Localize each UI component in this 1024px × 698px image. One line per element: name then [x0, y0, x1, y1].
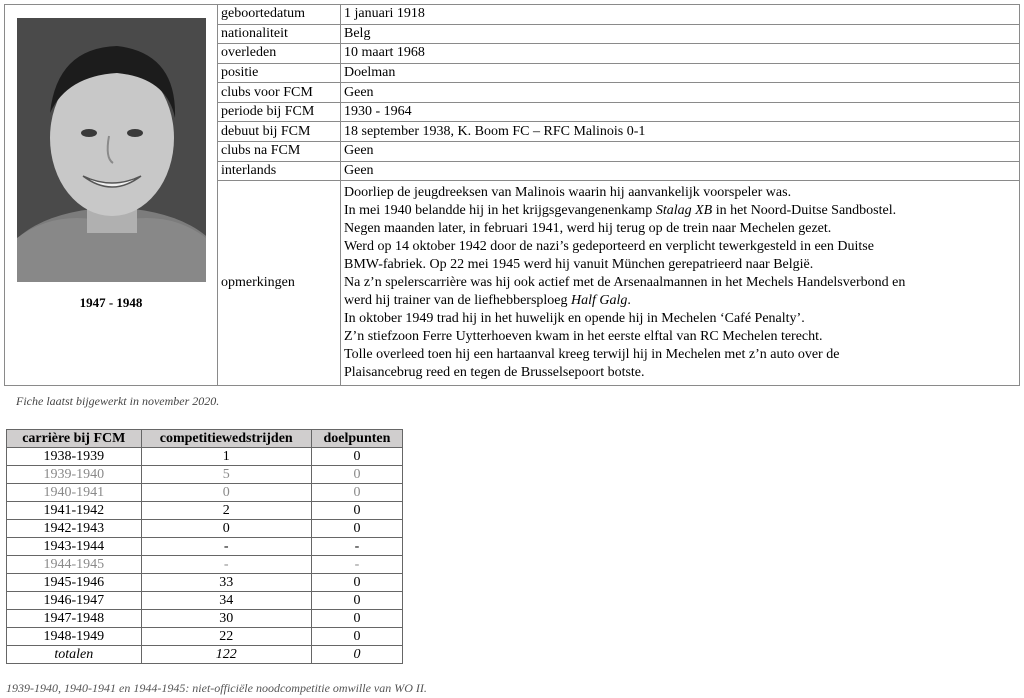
value-nationality: Belg: [341, 24, 1020, 44]
remark-line: Werd op 14 oktober 1942 door de nazi’s gedeporteerd en verplicht tewerkgesteld in een Duitse: [344, 239, 874, 255]
table-row: [7, 520, 403, 538]
value-remarks: [341, 181, 1020, 386]
cell-goals: -: [311, 538, 402, 556]
value-period: 1930 - 1964: [341, 102, 1020, 122]
value-caps: Geen: [341, 161, 1020, 181]
remark-text: werd hij trainer van de liefhebbersploeg: [344, 293, 572, 309]
table-row: [7, 484, 403, 502]
table-row: [7, 556, 403, 574]
table-row: [7, 610, 403, 628]
label-clubs-after: clubs na FCM: [218, 141, 341, 161]
cell-season: 1945-1946: [7, 574, 142, 592]
cell-goals: 0: [311, 466, 402, 484]
remark-line: BMW-fabriek. Op 22 mei 1945 werd hij vanuit München gerepatrieerd naar België.: [344, 257, 814, 273]
cell-season: 1946-1947: [7, 592, 142, 610]
cell-season: 1942-1943: [7, 520, 142, 538]
label-debut: debuut bij FCM: [218, 122, 341, 142]
remark-line: Tolle overleed toen hij een hartaanval kreeg terwijl hij in Mechelen met z’n auto over de: [344, 347, 840, 363]
value-debut: 18 september 1938, K. Boom FC – RFC Malinois 0-1: [341, 122, 1020, 142]
cell-season: 1940-1941: [7, 484, 142, 502]
cell-matches: 34: [141, 592, 311, 610]
cell-season: 1939-1940: [7, 466, 142, 484]
remark-line: [344, 202, 1016, 220]
update-note: Fiche laatst bijgewerkt in november 2020.: [16, 394, 220, 408]
remark-italic: Half Galg: [571, 293, 628, 309]
total-matches: 122: [141, 646, 311, 664]
remark-italic: Stalag XB: [655, 203, 713, 219]
cell-matches: 0: [141, 484, 311, 502]
cell-season: 1941-1942: [7, 502, 142, 520]
cell-matches: 5: [141, 466, 311, 484]
cell-matches: -: [141, 556, 311, 574]
table-row: [7, 592, 403, 610]
total-label: totalen: [7, 646, 142, 664]
remark-line: Negen maanden later, in februari 1941, werd hij terug op de trein naar Mechelen gezet.: [344, 221, 832, 237]
remark-line: Doorliep de jeugdreeksen van Malinois waarin hij aanvankelijk voorspeler was.: [344, 185, 792, 201]
remark-line: Z’n stiefzoon Ferre Uytterhoeven kwam in het eerste elftal van RC Mechelen terecht.: [344, 329, 823, 345]
header-goals: doelpunten: [311, 430, 402, 448]
table-row: [7, 466, 403, 484]
header-matches: competitiewedstrijden: [141, 430, 311, 448]
cell-goals: 0: [311, 448, 402, 466]
cell-goals: -: [311, 556, 402, 574]
cell-matches: 30: [141, 610, 311, 628]
label-died: overleden: [218, 44, 341, 64]
remark-line: Na z’n spelerscarrière was hij ook actief met de Arsenaalmannen in het Mechels Handelsverbond en: [344, 275, 906, 291]
remark-text: In mei 1940 belandde hij in het krijgsgevangenenkamp: [344, 203, 656, 219]
label-birthdate: geboortedatum: [218, 5, 341, 25]
cell-goals: 0: [311, 520, 402, 538]
photo-caption: 1947 - 1948: [79, 295, 143, 310]
value-position: Doelman: [341, 63, 1020, 83]
cell-season: 1943-1944: [7, 538, 142, 556]
cell-season: 1938-1939: [7, 448, 142, 466]
label-remarks: opmerkingen: [218, 181, 341, 386]
value-died: 10 maart 1968: [341, 44, 1020, 64]
table-row: [7, 628, 403, 646]
remark-line: Plaisancebrug reed en tegen de Brusselsepoort botste.: [344, 365, 645, 381]
table-row: [7, 538, 403, 556]
label-period: periode bij FCM: [218, 102, 341, 122]
table-row: [7, 448, 403, 466]
label-position: positie: [218, 63, 341, 83]
cell-season: 1948-1949: [7, 628, 142, 646]
value-birthdate: 1 januari 1918: [341, 5, 1020, 25]
cell-season: 1944-1945: [7, 556, 142, 574]
label-caps: interlands: [218, 161, 341, 181]
player-photo: [17, 18, 206, 282]
cell-goals: 0: [311, 628, 402, 646]
cell-matches: 1: [141, 448, 311, 466]
table-row: [7, 574, 403, 592]
cell-goals: 0: [311, 574, 402, 592]
cell-season: 1947-1948: [7, 610, 142, 628]
cell-goals: 0: [311, 592, 402, 610]
header-season: carrière bij FCM: [7, 430, 142, 448]
label-nationality: nationaliteit: [218, 24, 341, 44]
total-goals: 0: [311, 646, 402, 664]
cell-matches: 2: [141, 502, 311, 520]
total-row: [7, 646, 403, 664]
cell-goals: 0: [311, 484, 402, 502]
career-table: [6, 429, 403, 664]
cell-goals: 0: [311, 502, 402, 520]
cell-matches: 22: [141, 628, 311, 646]
cell-goals: 0: [311, 610, 402, 628]
remark-text: in het Noord-Duitse Sandbostel.: [712, 203, 897, 219]
label-clubs-before: clubs voor FCM: [218, 83, 341, 103]
cell-matches: 33: [141, 574, 311, 592]
foot-note: 1939-1940, 1940-1941 en 1944-1945: niet-officiële noodcompetitie omwille van WO II.: [6, 681, 427, 695]
value-clubs-before: Geen: [341, 83, 1020, 103]
value-clubs-after: Geen: [341, 141, 1020, 161]
remark-line: In oktober 1949 trad hij in het huwelijk en opende hij in Mechelen ‘Café Penalty’.: [344, 311, 805, 327]
career-header-row: [7, 430, 403, 448]
cell-matches: -: [141, 538, 311, 556]
player-profile-table: [4, 4, 1020, 386]
table-row: [7, 502, 403, 520]
photo-cell: [5, 5, 218, 386]
remark-text: .: [627, 293, 631, 309]
cell-matches: 0: [141, 520, 311, 538]
remark-line: [344, 292, 1016, 310]
